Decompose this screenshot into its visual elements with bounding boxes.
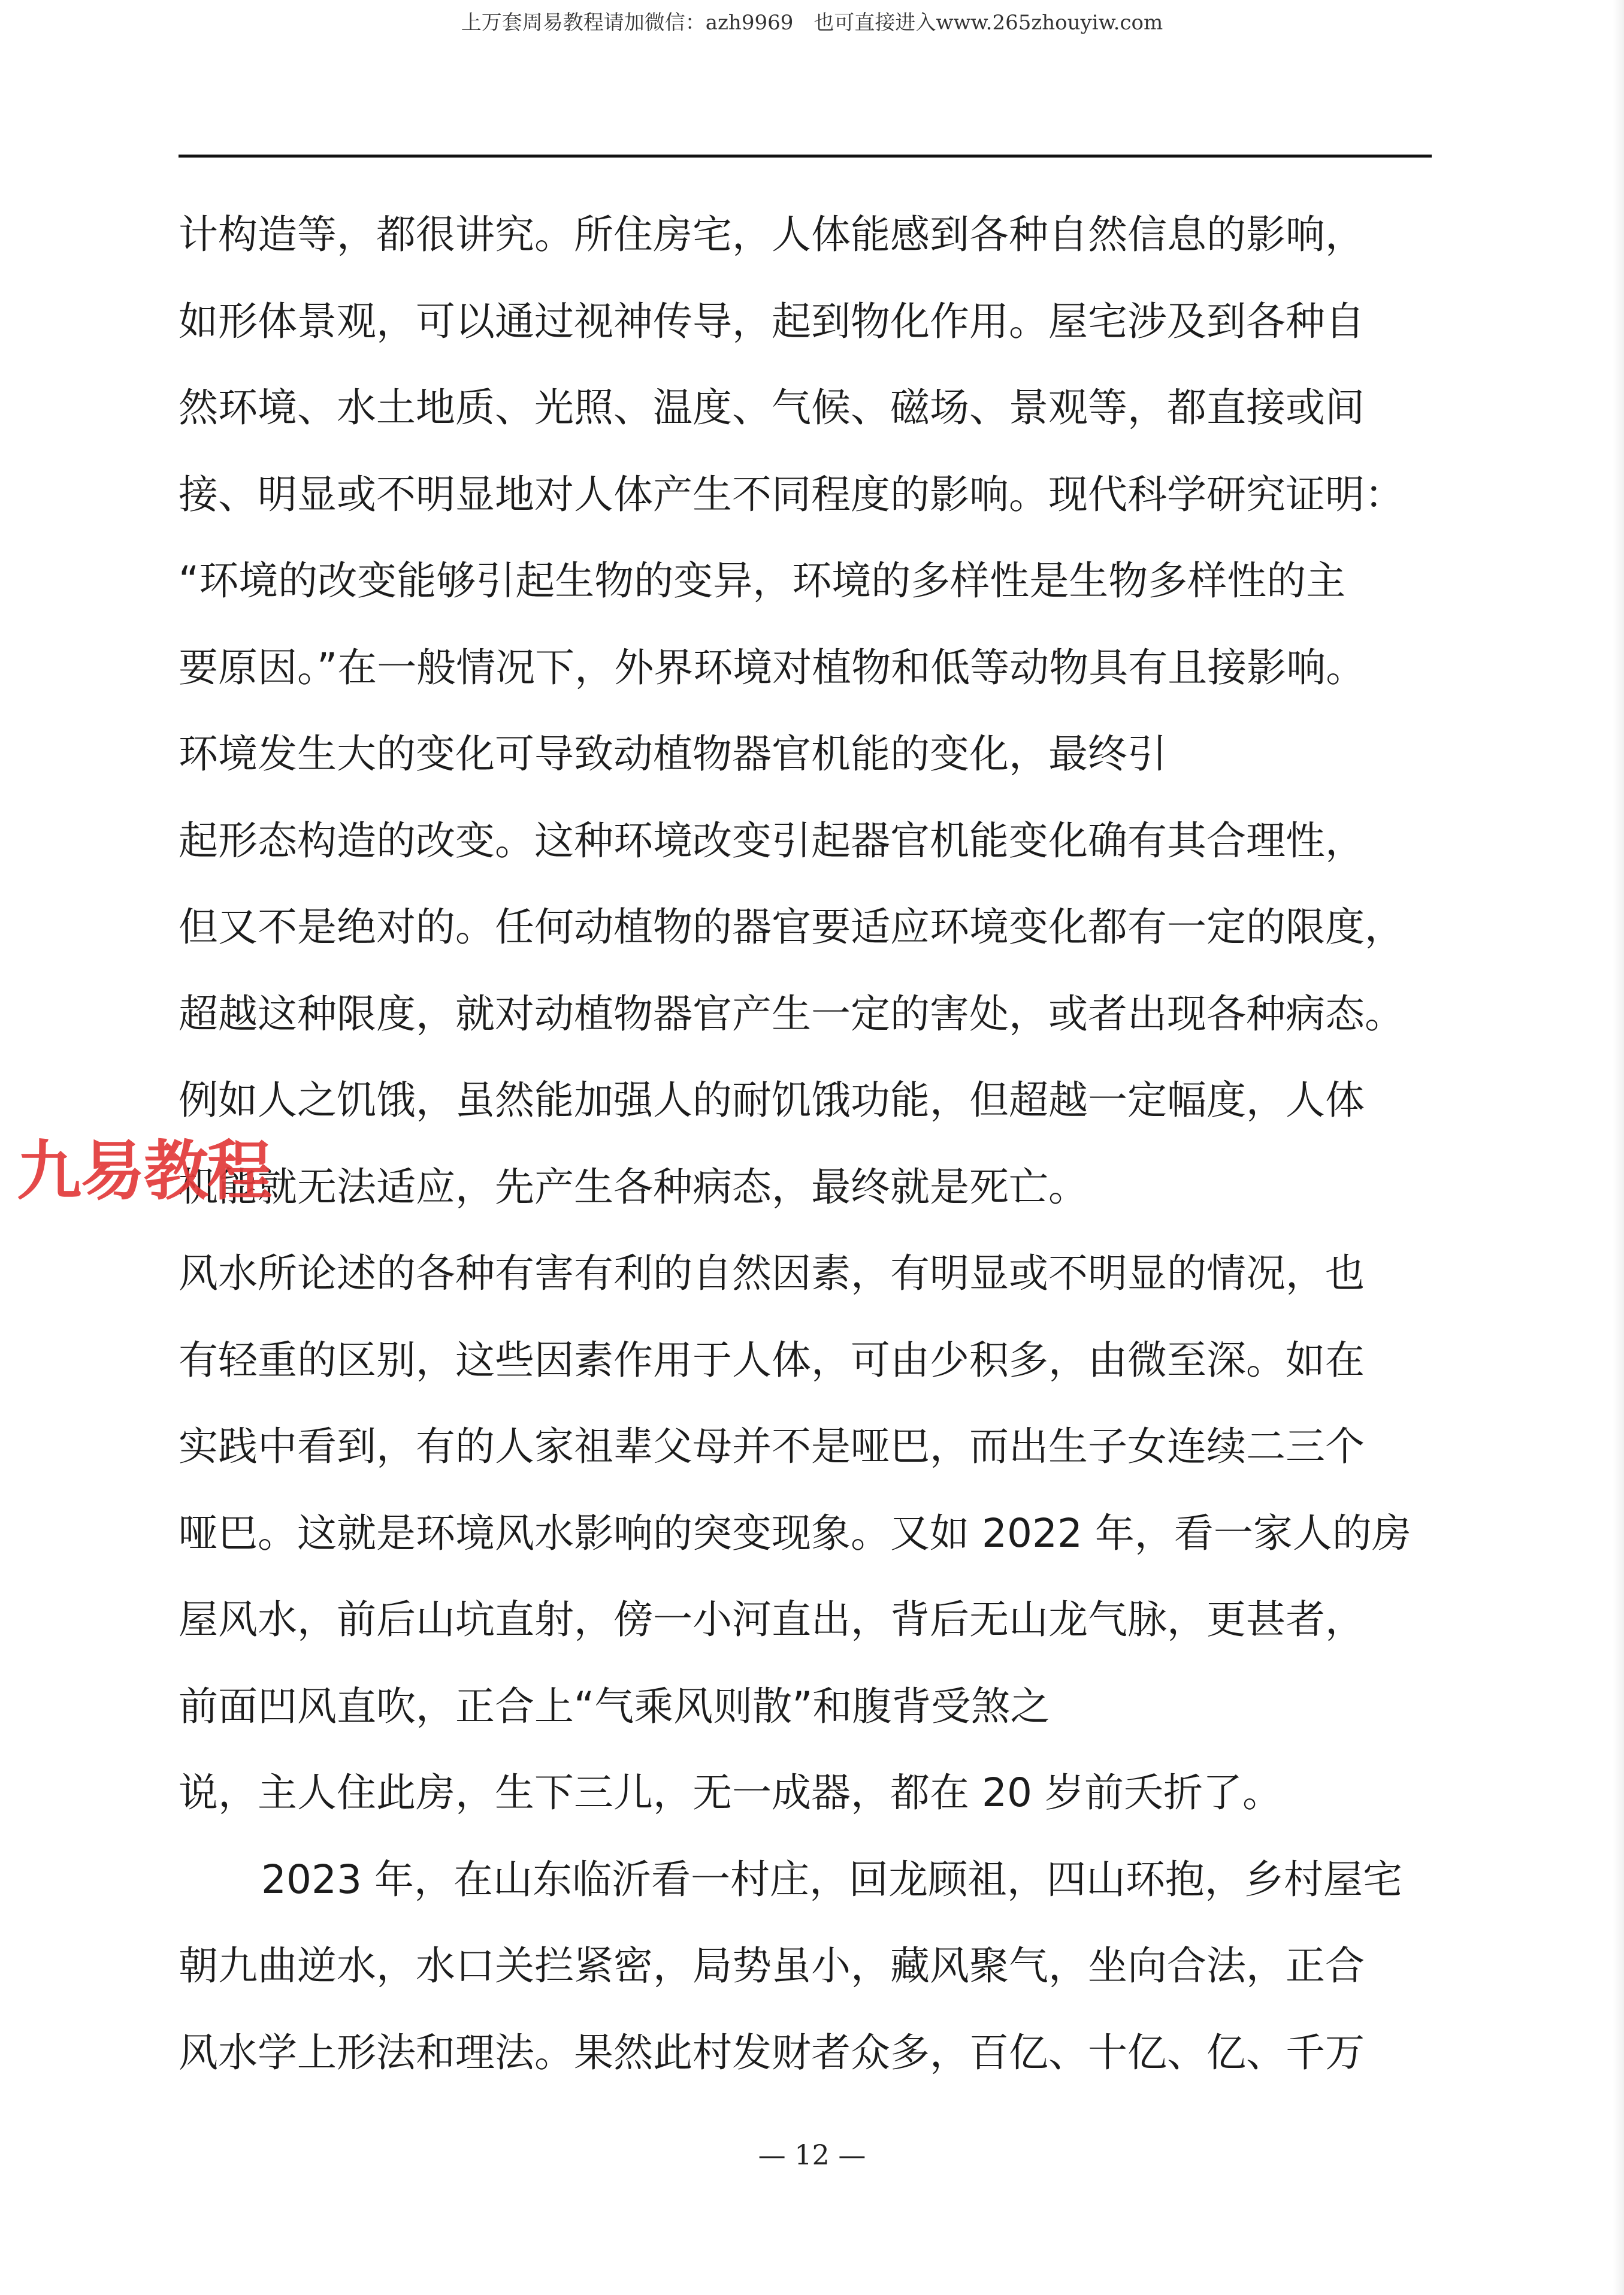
text-line: 环境发生大的变化可导致动植物器官机能的变化，最终引 [179, 731, 1167, 777]
scan-edge-shadow [1613, 0, 1624, 2295]
text-line: 然环境、水土地质、光照、温度、气候、磁场、景观等，都直接或间 [179, 385, 1365, 431]
text-line: 前面凹风直吹，正合上“气乘风则散”和腹背受煞之 [179, 1683, 1050, 1729]
text-line: 例如人之饥饿，虽然能加强人的耐饥饿功能，但超越一定幅度，人体 [179, 1077, 1365, 1123]
text-line: 机能就无法适应，先产生各种病态，最终就是死亡。 [179, 1163, 1088, 1210]
text-line: 风水所论述的各种有害有利的自然因素，有明显或不明显的情况，也 [179, 1250, 1365, 1296]
text-line: 有轻重的区别，这些因素作用于人体，可由少积多，由微至深。如在 [179, 1337, 1365, 1383]
text-line: 计构造等，都很讲究。所住房宅，人体能感到各种自然信息的影响， [179, 211, 1365, 258]
text-line: 屋风水，前后山坑直射，傍一小河直出，背后无山龙气脉，更甚者， [179, 1596, 1365, 1643]
text-line: “环境的改变能够引起生物的变异，环境的多样性是生物多样性的主 [179, 558, 1346, 604]
text-line: 哑巴。这就是环境风水影响的突变现象。又如 2022 年，看一家人的房 [179, 1510, 1411, 1556]
text-line: 说，主人住此房，生下三儿，无一成器，都在 20 岁前夭折了。 [179, 1770, 1282, 1816]
page-number: — 12 — [758, 2139, 866, 2171]
text-line: 2023 年，在山东临沂看一村庄，回龙顾祖，四山环抱，乡村屋宅 [261, 1856, 1402, 1903]
text-line: 如形体景观，可以通过视神传导，起到物化作用。屋宅涉及到各种自 [179, 298, 1365, 344]
text-line: 超越这种限度，就对动植物器官产生一定的害处，或者出现各种病态。 [179, 990, 1404, 1037]
text-line: 但又不是绝对的。任何动植物的器官要适应环境变化都有一定的限度， [179, 904, 1404, 950]
text-line: 风水学上形法和理法。果然此村发财者众多，百亿、十亿、亿、千万 [179, 2029, 1365, 2076]
text-line: 实践中看到，有的人家祖辈父母并不是哑巴，而出生子女连续二三个 [179, 1423, 1365, 1469]
watermark-logo: 九易教程 [17, 1134, 271, 1209]
text-line: 朝九曲逆水，水口关拦紧密，局势虽小，藏风聚气，坐向合法，正合 [179, 1943, 1365, 1989]
text-line: 要原因。”在一般情况下，外界环境对植物和低等动物具有且接影响。 [179, 644, 1366, 691]
body-text [179, 192, 1442, 2096]
text-line: 接、明显或不明显地对人体产生不同程度的影响。现代科学研究证明： [179, 471, 1404, 518]
header-rule [179, 155, 1432, 158]
text-line: 起形态构造的改变。这种环境改变引起器官机能变化确有其合理性， [179, 817, 1365, 864]
top-banner: 上万套周易教程请加微信：azh9969 也可直接进入www.265zhouyiw.com [461, 11, 1163, 35]
